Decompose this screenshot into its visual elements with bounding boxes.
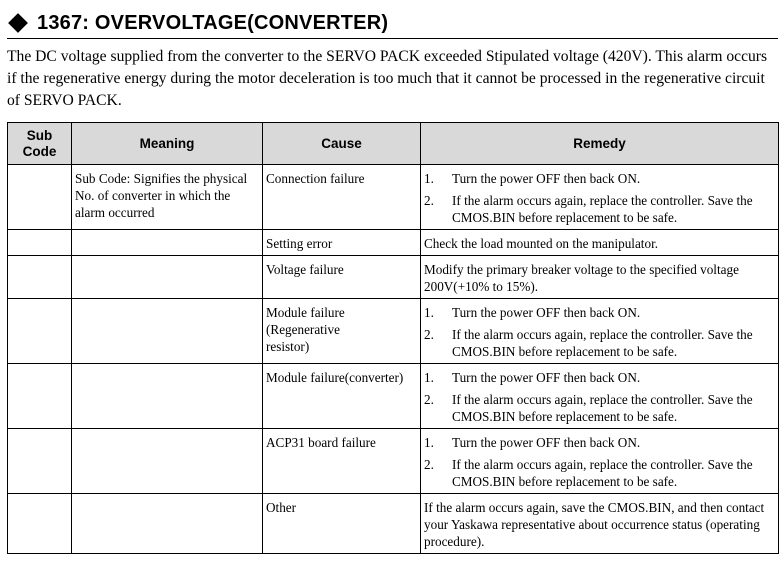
cause-cell: Module failure (Regenerative resistor) xyxy=(263,299,421,364)
header-cause: Cause xyxy=(263,123,421,165)
remedy-cell xyxy=(421,429,779,494)
remedy-cell xyxy=(421,299,779,364)
table-row xyxy=(8,230,779,256)
remedy-cell xyxy=(421,165,779,230)
heading-underline xyxy=(7,38,778,39)
remedy-step: 2. If the alarm occurs again, replace the controller. Save the CMOS.BIN before replacement to be safe. xyxy=(424,392,753,424)
cause-cell: Module failure(converter) xyxy=(263,364,421,429)
alarm-table xyxy=(7,122,779,554)
sub-code-cell xyxy=(8,256,72,299)
remedy-step: 1. Turn the power OFF then back ON. xyxy=(424,435,641,450)
table-row xyxy=(8,299,779,364)
header-sub-code: Sub Code xyxy=(8,123,72,165)
meaning-cell xyxy=(72,299,263,364)
sub-code-cell xyxy=(8,299,72,364)
table-row xyxy=(8,364,779,429)
table-row xyxy=(8,256,779,299)
sub-code-cell xyxy=(8,230,72,256)
table-header-row xyxy=(8,123,779,165)
table-row xyxy=(8,429,779,494)
table-row xyxy=(8,494,779,554)
sub-code-cell xyxy=(8,165,72,230)
sub-code-cell xyxy=(8,429,72,494)
meaning-cell xyxy=(72,230,263,256)
meaning-cell xyxy=(72,364,263,429)
remedy-cell xyxy=(421,364,779,429)
sub-code-cell xyxy=(8,364,72,429)
remedy-cell: Check the load mounted on the manipulator. xyxy=(421,230,779,256)
alarm-title: 1367: OVERVOLTAGE(CONVERTER) xyxy=(37,11,389,34)
table-row xyxy=(8,165,779,230)
remedy-cell: Modify the primary breaker voltage to the specified voltage 200V(+10% to 15%). xyxy=(421,256,779,299)
cause-cell: Setting error xyxy=(263,230,421,256)
cause-cell: Voltage failure xyxy=(263,256,421,299)
cause-cell: Connection failure xyxy=(263,165,421,230)
remedy-step: 2. If the alarm occurs again, replace the controller. Save the CMOS.BIN before replacement to be safe. xyxy=(424,327,753,359)
remedy-step: 1. Turn the power OFF then back ON. xyxy=(424,370,641,385)
remedy-step: 2. If the alarm occurs again, replace the controller. Save the CMOS.BIN before replacement to be safe. xyxy=(424,193,753,225)
diamond-bullet-icon xyxy=(8,13,28,33)
header-meaning: Meaning xyxy=(72,123,263,165)
remedy-cell: If the alarm occurs again, save the CMOS.BIN, and then contact your Yaskawa representative about occurrence status (operating procedure). xyxy=(421,494,779,554)
meaning-cell xyxy=(72,429,263,494)
alarm-description: The DC voltage supplied from the converter to the SERVO PACK exceeded Stipulated voltage (420V). This alarm occurs if the regenerative energy during the motor deceleration is too much that it cannot be processed in the regenerative circuit of SERVO PACK. xyxy=(7,48,768,109)
cause-cell: Other xyxy=(263,494,421,554)
header-remedy: Remedy xyxy=(421,123,779,165)
meaning-cell xyxy=(72,256,263,299)
remedy-step: 1. Turn the power OFF then back ON. xyxy=(424,171,641,186)
sub-code-cell xyxy=(8,494,72,554)
cause-cell: ACP31 board failure xyxy=(263,429,421,494)
meaning-cell: Sub Code: Signifies the physical No. of converter in which the alarm occurred xyxy=(72,165,263,230)
remedy-step: 2. If the alarm occurs again, replace the controller. Save the CMOS.BIN before replacement to be safe. xyxy=(424,457,753,489)
remedy-step: 1. Turn the power OFF then back ON. xyxy=(424,305,641,320)
alarm-heading xyxy=(7,8,388,38)
meaning-cell xyxy=(72,494,263,554)
